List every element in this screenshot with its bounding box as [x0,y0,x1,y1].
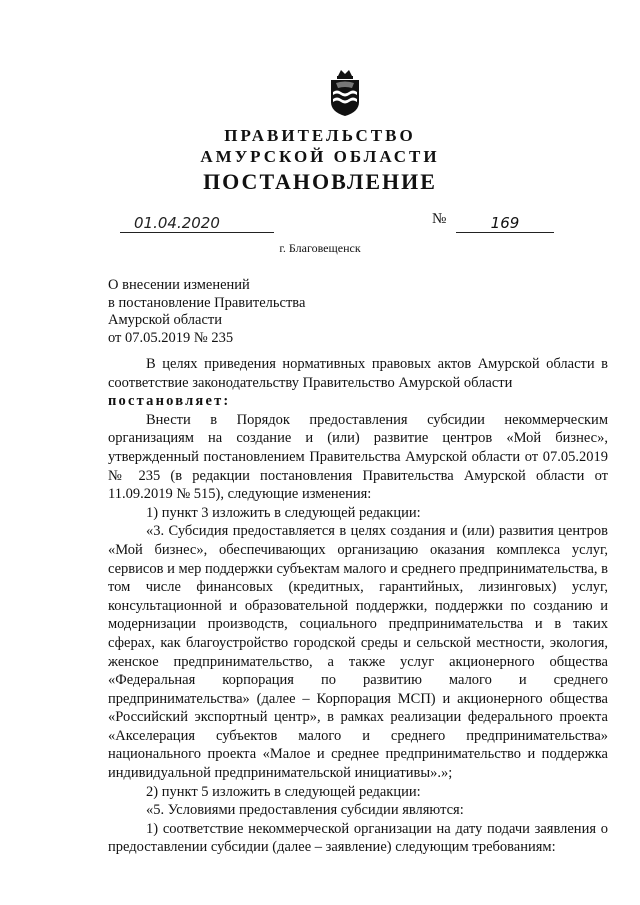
subject-line: в постановление Правительства [108,294,306,311]
body-paragraph: 2) пункт 5 изложить в следующей редакции: [146,783,421,800]
document-date: 01.04.2020 [120,214,274,233]
document-body [108,355,608,857]
body-paragraph: Внести в Порядок предоставления субсидии некоммерческим организациям на создание и (или) развитие центров «Мой бизнес», утвержденный постановлением Правительства Амурской области от 07.05.2019 № 235 (в редакции постановления Правительства Амурской области от 11.09.2019 № 515), следующие изменения: [108,411,608,503]
subject-line: от 07.05.2019 № 235 [108,329,234,346]
number-sign: № [432,211,447,227]
body-paragraph: «5. Условиями предоставления субсидии являются: [146,802,464,819]
org-name-line2: АМУРСКОЙ ОБЛАСТИ [200,147,440,166]
subject-line: О внесении изменений [108,277,250,293]
document-type-title: ПОСТАНОВЛЕНИЕ [203,169,437,194]
preamble: В целях приведения нормативных правовых актов Амурской области в соответствие законодательству Правительство Амурской области [108,356,608,391]
amur-coat-of-arms-icon [328,68,362,118]
body-paragraph: «3. Субсидия предоставляется в целях создания и (или) развития центров «Мой бизнес», обеспечивающих организацию оказания комплекса услуг, сервисов и мер поддержки субъектам малого и среднего предпринимательства, в том числе финансовых (кредитных, гарантийных, лизинговых) услуг, консультационной и образовательной поддержки, поддержки по созданию и модернизации производств, социального предпринимательства и в таких сферах, как благоустройство городской среды и сельской местности, экология, женское предпринимательство, а также услуг акционерного общества «Федеральная корпорация по развитию малого и среднего предпринимательства» (далее – Корпорация МСП) и акционерного общества «Российский экспортный центр», в рамках реализации федерального проекта «Акселерация субъектов малого и среднего предпринимательства» национального проекта «Малое и среднее предпринимательство и поддержка индивидуальной предпринимательской инициативы».»; [108,523,608,782]
body-paragraph: 1) пункт 3 изложить в следующей редакции: [146,504,421,521]
subject-line: Амурской области [108,312,222,328]
document-number: 169 [456,214,554,233]
org-name-line1: ПРАВИТЕЛЬСТВО [224,126,416,145]
decree-word: постановляет: [108,393,231,410]
city-name: г. Благовещенск [279,241,361,255]
document-subject [108,277,305,347]
body-paragraph: 1) соответствие некоммерческой организации на дату подачи заявления о предоставлении субсидии (далее – заявление) следующим требованиям: [108,820,608,856]
